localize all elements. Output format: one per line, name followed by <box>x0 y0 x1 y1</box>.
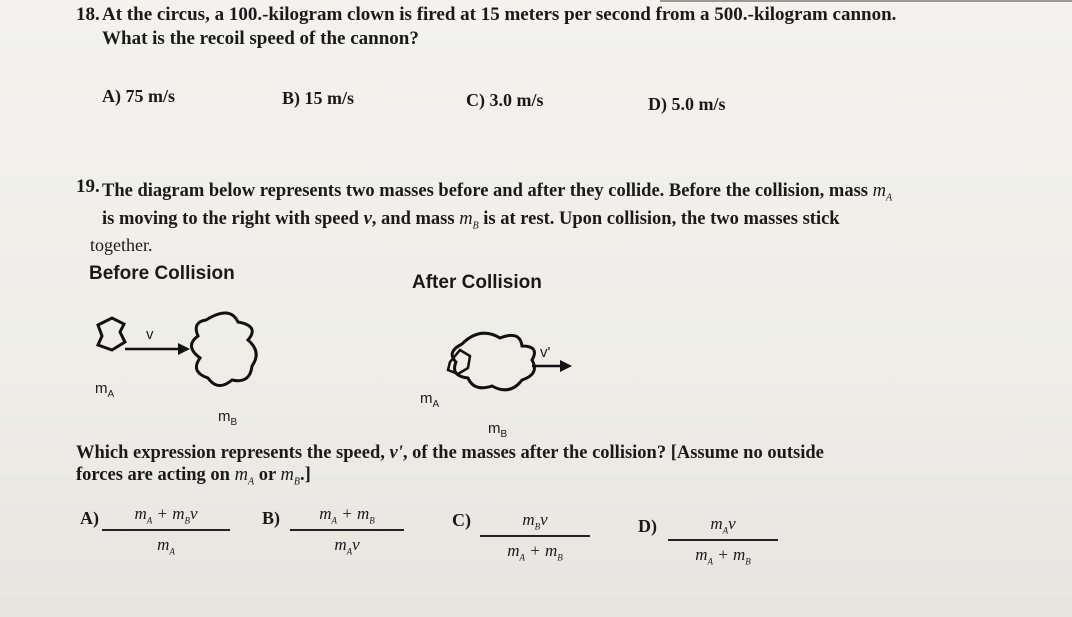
q19-choice-a-letter[interactable]: A) <box>80 508 99 528</box>
q19-choice-c-letter[interactable]: C) <box>452 510 471 530</box>
q19-choice-d-letter[interactable]: D) <box>638 516 657 536</box>
q19-choice-a-denominator: $m_A$ <box>157 535 175 557</box>
velocity-v-arrowhead <box>178 343 190 355</box>
q19-choice-c-bar <box>480 535 590 537</box>
combined-mass-after-shape <box>452 333 534 390</box>
q19-question-line1: Which expression represents the speed, v', of the masses after the collision? [Assume no outside <box>76 443 824 463</box>
label-mb-before: $m_B$ <box>218 408 238 428</box>
q18-text-line2: What is the recoil speed of the cannon? <box>102 28 419 49</box>
q19-text-line3: together. <box>90 235 153 255</box>
q18-text-line1: At the circus, a 100.-kilogram clown is fired at 15 meters per second from a 500.-kilogram cannon. <box>102 4 897 25</box>
q19-choice-b-numerator: $m_A + m_B$ <box>319 504 375 526</box>
label-v-prime: v' <box>540 344 551 361</box>
before-collision-title: Before Collision <box>89 263 235 284</box>
label-mb-after: $m_B$ <box>488 420 508 440</box>
q19-choice-b-denominator: $m_Av$ <box>334 535 360 557</box>
q18-choice-a[interactable]: A) 75 m/s <box>102 86 175 106</box>
after-collision-title: After Collision <box>412 272 542 293</box>
mass-a-before-shape <box>98 318 125 350</box>
q19-choice-b-letter[interactable]: B) <box>262 508 280 528</box>
mass-b-before-shape <box>191 313 256 386</box>
label-ma-after: $m_A$ <box>420 390 440 410</box>
q19-choice-b-fraction[interactable] <box>290 504 404 557</box>
q19-choice-d-numerator: $m_Av$ <box>710 514 736 536</box>
q19-text-line2: is moving to the right with speed v, and mass $m_B$ is at rest. Upon collision, the two masses stick <box>102 209 840 232</box>
q18-choice-d[interactable]: D) 5.0 m/s <box>648 94 726 114</box>
q19-choice-d-denominator: $m_A + m_B$ <box>695 545 751 567</box>
q19-choice-d-fraction[interactable] <box>668 514 778 567</box>
q19-choice-c-denominator: $m_A + m_B$ <box>507 541 563 563</box>
velocity-v-prime-arrowhead <box>560 360 572 372</box>
q19-choice-d-bar <box>668 539 778 541</box>
q19-choice-c-numerator: $m_Bv$ <box>522 510 548 532</box>
q19-number: 19. <box>76 176 100 197</box>
q19-question-line2: forces are acting on $m_A$ or $m_B$.] <box>76 465 311 488</box>
q19-text-line1-body: The diagram below represents two masses before and after they collide. Before the collision, mass <box>102 181 868 201</box>
label-ma-before: $m_A$ <box>95 380 115 400</box>
q19-choice-b-bar <box>290 529 404 531</box>
q18-number: 18. <box>76 4 100 25</box>
q18-choice-b[interactable]: B) 15 m/s <box>282 88 354 108</box>
q19-choice-c-fraction[interactable] <box>480 510 590 563</box>
q18-choice-c[interactable]: C) 3.0 m/s <box>466 90 544 110</box>
label-v: v <box>146 326 154 343</box>
q19-choice-a-numerator: $m_A + m_Bv$ <box>134 504 198 526</box>
q19-choice-a-fraction[interactable] <box>102 504 230 557</box>
q19-mass-a-var: $m_A$ <box>872 181 893 204</box>
q19-choice-a-bar <box>102 529 230 531</box>
